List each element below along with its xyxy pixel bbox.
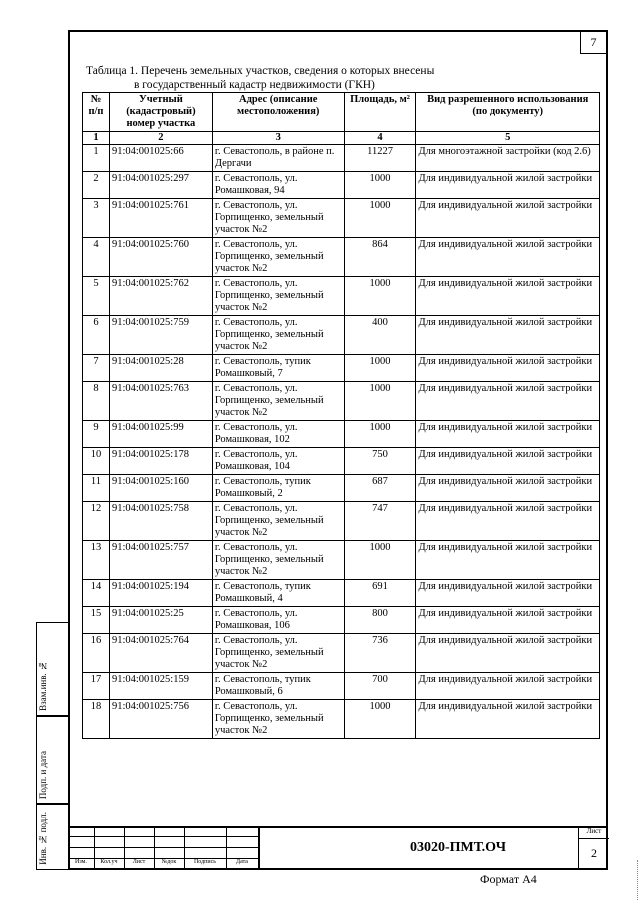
cell-area: 750 [344, 448, 416, 475]
cell-number: 5 [83, 277, 110, 316]
cell-number: 9 [83, 421, 110, 448]
table-row [83, 145, 600, 172]
column-number: 5 [416, 132, 600, 145]
cell-area: 864 [344, 238, 416, 277]
cell-address: г. Севастополь, ул. Горпищенко, земельный участок №2 [212, 634, 344, 673]
page-number: 7 [580, 32, 606, 54]
sheet-number: 2 [591, 846, 597, 860]
cell-number: 13 [83, 541, 110, 580]
table-row [83, 421, 600, 448]
cell-address: г. Севастополь, в районе п. Дергачи [212, 145, 344, 172]
side-field-signature-date [36, 716, 68, 804]
cell-address: г. Севастополь, тупик Ромашковый, 2 [212, 475, 344, 502]
document-code: 03020-ПМТ.ОЧ [409, 840, 507, 855]
title-block [68, 826, 608, 870]
side-label: Подп. и дата [38, 750, 48, 799]
cell-area: 1000 [344, 700, 416, 739]
cell-address: г. Севастополь, ул. Ромашковая, 104 [212, 448, 344, 475]
cell-cadastral: 91:04:001025:99 [109, 421, 212, 448]
cell-use: Для индивидуальной жилой застройки [416, 199, 600, 238]
cell-area: 747 [344, 502, 416, 541]
stamp-col-count: Кол.уч [100, 859, 118, 865]
cell-cadastral: 91:04:001025:759 [109, 316, 212, 355]
cell-number: 1 [83, 145, 110, 172]
cell-address: г. Севастополь, ул. Горпищенко, земельный участок №2 [212, 502, 344, 541]
table-row [83, 580, 600, 607]
stamp-col-doc: №док [161, 859, 177, 865]
table-row [83, 199, 600, 238]
cell-number: 14 [83, 580, 110, 607]
cell-number: 7 [83, 355, 110, 382]
table-row [83, 448, 600, 475]
table-header-row [83, 93, 600, 132]
cell-area: 1000 [344, 541, 416, 580]
cell-address: г. Севастополь, ул. Ромашковая, 94 [212, 172, 344, 199]
cell-number: 15 [83, 607, 110, 634]
cell-area: 1000 [344, 277, 416, 316]
cell-use: Для индивидуальной жилой застройки [416, 580, 600, 607]
header-cadastral: Учетный (кадастровый) номер участка [109, 93, 212, 132]
cell-cadastral: 91:04:001025:178 [109, 448, 212, 475]
cell-cadastral: 91:04:001025:194 [109, 580, 212, 607]
cell-address: г. Севастополь, ул. Горпищенко, земельный участок №2 [212, 382, 344, 421]
table-row [83, 172, 600, 199]
table-row [83, 382, 600, 421]
table-row [83, 355, 600, 382]
cell-number: 2 [83, 172, 110, 199]
caption-line-1: Таблица 1. Перечень земельных участков, сведения о которых внесены [86, 65, 435, 77]
cell-use: Для индивидуальной жилой застройки [416, 238, 600, 277]
cell-area: 1000 [344, 355, 416, 382]
cell-address: г. Севастополь, ул. Ромашковая, 102 [212, 421, 344, 448]
header-number: № п/п [83, 93, 110, 132]
header-use: Вид разрешенного использования (по документу) [416, 93, 600, 132]
cell-number: 6 [83, 316, 110, 355]
sheet-label: Лист [586, 827, 602, 835]
cell-cadastral: 91:04:001025:763 [109, 382, 212, 421]
column-number: 3 [212, 132, 344, 145]
cell-address: г. Севастополь, ул. Горпищенко, земельный участок №2 [212, 199, 344, 238]
sheet-box [578, 826, 609, 870]
cell-cadastral: 91:04:001025:764 [109, 634, 212, 673]
table-row [83, 700, 600, 739]
cell-number: 18 [83, 700, 110, 739]
title-block-rule [68, 836, 258, 837]
stamp-col-sheet: Лист [132, 859, 146, 865]
cell-area: 1000 [344, 199, 416, 238]
cell-cadastral: 91:04:001025:297 [109, 172, 212, 199]
cell-area: 11227 [344, 145, 416, 172]
cell-address: г. Севастополь, тупик Ромашковый, 6 [212, 673, 344, 700]
cell-area: 691 [344, 580, 416, 607]
cell-area: 800 [344, 607, 416, 634]
cell-number: 10 [83, 448, 110, 475]
cell-use: Для индивидуальной жилой застройки [416, 541, 600, 580]
column-number: 1 [83, 132, 110, 145]
cell-cadastral: 91:04:001025:160 [109, 475, 212, 502]
cell-use: Для индивидуальной жилой застройки [416, 172, 600, 199]
cell-number: 17 [83, 673, 110, 700]
title-block-rule [258, 826, 260, 870]
title-block-border [68, 826, 608, 828]
cell-cadastral: 91:04:001025:760 [109, 238, 212, 277]
cell-cadastral: 91:04:001025:757 [109, 541, 212, 580]
cell-use: Для многоэтажной застройки (код 2.6) [416, 145, 600, 172]
table-row [83, 607, 600, 634]
cell-use: Для индивидуальной жилой застройки [416, 502, 600, 541]
side-label: Взам.инв. № [38, 661, 48, 711]
cell-cadastral: 91:04:001025:758 [109, 502, 212, 541]
cell-use: Для индивидуальной жилой застройки [416, 634, 600, 673]
cell-use: Для индивидуальной жилой застройки [416, 355, 600, 382]
table-body [83, 145, 600, 739]
table-row [83, 475, 600, 502]
land-plots-table [82, 92, 600, 739]
side-field-replacement-inventory [36, 622, 68, 716]
cell-use: Для индивидуальной жилой застройки [416, 475, 600, 502]
stamp-col-date: Дата [236, 859, 248, 865]
stamp-col-change: Изм. [75, 859, 87, 865]
cell-address: г. Севастополь, тупик Ромашковый, 7 [212, 355, 344, 382]
table-row [83, 541, 600, 580]
cell-cadastral: 91:04:001025:761 [109, 199, 212, 238]
column-number: 4 [344, 132, 416, 145]
cell-area: 1000 [344, 382, 416, 421]
cell-address: г. Севастополь, тупик Ромашковый, 4 [212, 580, 344, 607]
title-block-rule [579, 838, 609, 839]
caption-line-2: в государственный кадастр недвижимости (ГКН) [134, 79, 375, 91]
column-number-row [83, 132, 600, 145]
table-row [83, 316, 600, 355]
cell-use: Для индивидуальной жилой застройки [416, 607, 600, 634]
cell-number: 12 [83, 502, 110, 541]
header-area: Площадь, м² [344, 93, 416, 132]
cell-area: 1000 [344, 172, 416, 199]
side-field-original-inventory [36, 804, 68, 870]
table-row [83, 502, 600, 541]
cell-cadastral: 91:04:001025:762 [109, 277, 212, 316]
cell-number: 16 [83, 634, 110, 673]
cell-address: г. Севастополь, ул. Горпищенко, земельный участок №2 [212, 238, 344, 277]
title-block-rule [68, 847, 258, 848]
cell-number: 3 [83, 199, 110, 238]
side-label: Инв. № подл. [38, 812, 48, 865]
cell-cadastral: 91:04:001025:756 [109, 700, 212, 739]
cell-area: 736 [344, 634, 416, 673]
cell-address: г. Севастополь, ул. Горпищенко, земельный участок №2 [212, 316, 344, 355]
cell-cadastral: 91:04:001025:25 [109, 607, 212, 634]
cell-use: Для индивидуальной жилой застройки [416, 421, 600, 448]
cell-use: Для индивидуальной жилой застройки [416, 700, 600, 739]
table-caption [86, 64, 526, 92]
table-row [83, 634, 600, 673]
header-address: Адрес (описание местоположения) [212, 93, 344, 132]
cell-use: Для индивидуальной жилой застройки [416, 277, 600, 316]
cell-area: 1000 [344, 421, 416, 448]
table-row [83, 673, 600, 700]
cell-address: г. Севастополь, ул. Горпищенко, земельный участок №2 [212, 277, 344, 316]
cell-cadastral: 91:04:001025:28 [109, 355, 212, 382]
table-row [83, 238, 600, 277]
cell-area: 700 [344, 673, 416, 700]
cell-cadastral: 91:04:001025:66 [109, 145, 212, 172]
cell-number: 11 [83, 475, 110, 502]
cell-use: Для индивидуальной жилой застройки [416, 382, 600, 421]
cell-use: Для индивидуальной жилой застройки [416, 316, 600, 355]
cell-cadastral: 91:04:001025:159 [109, 673, 212, 700]
scan-artifact [637, 860, 638, 900]
cell-area: 687 [344, 475, 416, 502]
cell-address: г. Севастополь, ул. Горпищенко, земельный участок №2 [212, 700, 344, 739]
cell-number: 4 [83, 238, 110, 277]
cell-number: 8 [83, 382, 110, 421]
table-row [83, 277, 600, 316]
cell-use: Для индивидуальной жилой застройки [416, 673, 600, 700]
paper-format: Формат А4 [480, 872, 537, 886]
column-number: 2 [109, 132, 212, 145]
cell-address: г. Севастополь, ул. Ромашковая, 106 [212, 607, 344, 634]
cell-area: 400 [344, 316, 416, 355]
stamp-col-signature: Подпись [193, 859, 217, 865]
cell-address: г. Севастополь, ул. Горпищенко, земельный участок №2 [212, 541, 344, 580]
cell-use: Для индивидуальной жилой застройки [416, 448, 600, 475]
